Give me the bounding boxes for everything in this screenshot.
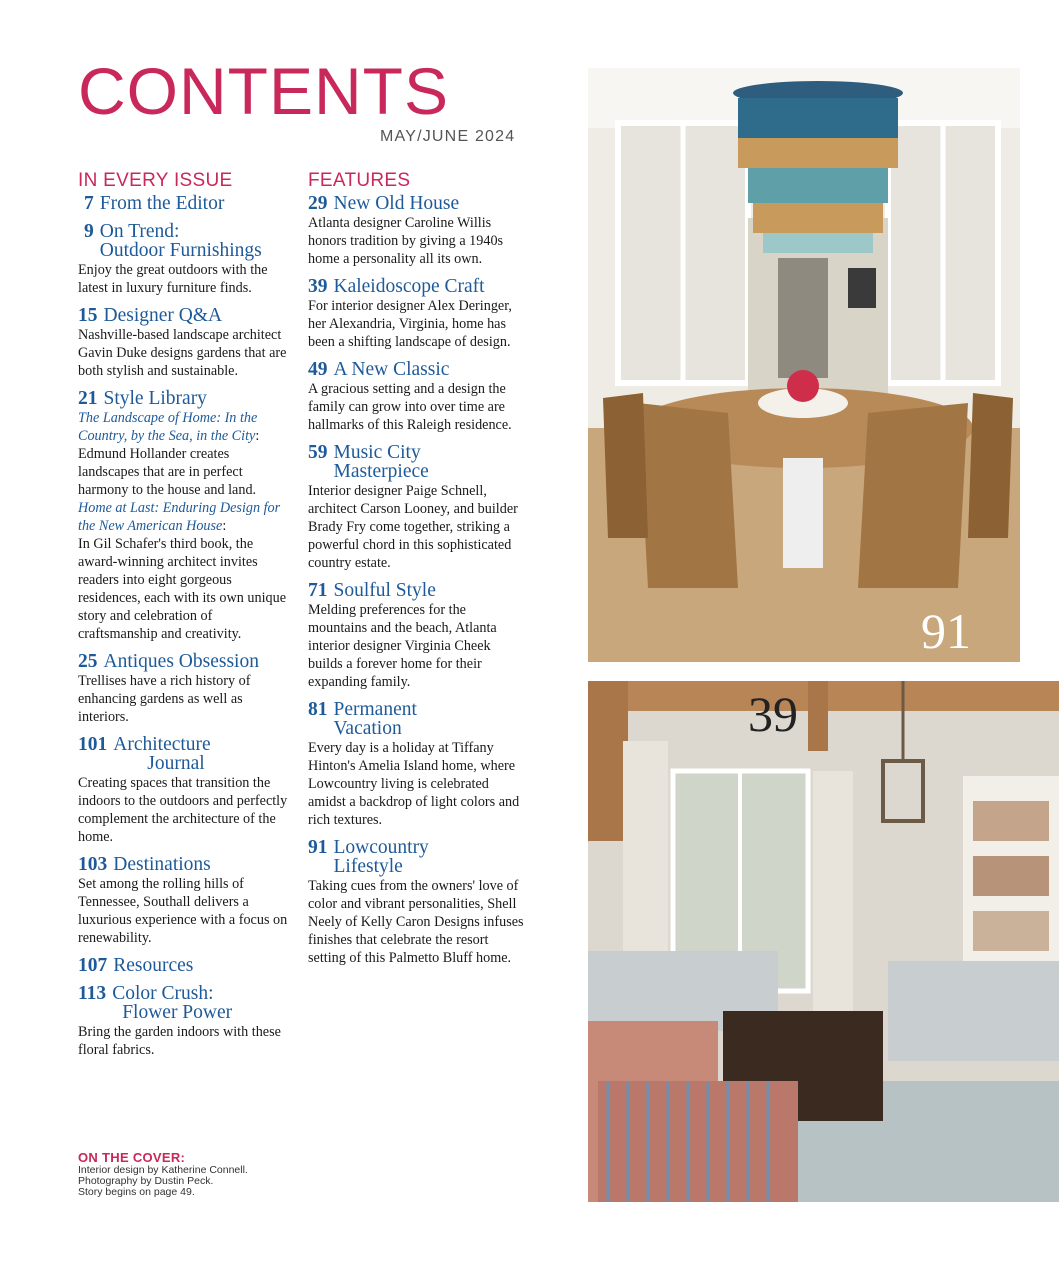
book-title: Home at Last: Enduring Design for the New American House bbox=[78, 499, 281, 534]
toc-entry[interactable] bbox=[78, 984, 293, 1059]
photo-page-number: 91 bbox=[921, 603, 971, 659]
cover-credit: Interior design by Katherine Connell. bbox=[78, 1164, 248, 1176]
toc-entry[interactable] bbox=[308, 838, 528, 967]
page-number: 25 bbox=[78, 650, 98, 672]
page-number: 49 bbox=[308, 358, 328, 380]
cover-credit: Photography by Dustin Peck. bbox=[78, 1175, 214, 1187]
page-number: 9 bbox=[84, 220, 94, 242]
entry-description: For interior designer Alex Deringer, her Alexandria, Virginia, home has been a shifting landscape of design. bbox=[308, 297, 512, 350]
photo-page-number: 39 bbox=[748, 686, 798, 742]
entry-description: Melding preferences for the mountains and the beach, Atlanta interior designer Virginia Cheek builds a forever home for their expanding family. bbox=[308, 601, 497, 690]
entry-title: From the Editor bbox=[99, 192, 225, 214]
features-column bbox=[308, 170, 528, 976]
toc-entry[interactable] bbox=[308, 581, 528, 691]
entry-title: Color Crush: bbox=[112, 982, 214, 1004]
toc-entry[interactable] bbox=[78, 855, 293, 947]
page-number: 29 bbox=[308, 192, 328, 214]
living-room-photo[interactable] bbox=[588, 681, 1059, 1202]
toc-entry[interactable] bbox=[308, 194, 528, 268]
entry-title: Permanent bbox=[333, 698, 417, 720]
entry-title: Destinations bbox=[113, 853, 211, 875]
entry-title: New Old House bbox=[333, 192, 460, 214]
toc-entry[interactable] bbox=[78, 652, 293, 726]
entry-description: Creating spaces that transition the indoors to the outdoors and perfectly complement the architecture of the home. bbox=[78, 774, 288, 845]
entry-description: Taking cues from the owners' love of color and vibrant personalities, Shell Neely of Kelly Caron Designs infuses finishes that celebrate the resort setting of this Palmetto Bluff home. bbox=[308, 877, 524, 966]
page-number: 107 bbox=[78, 954, 108, 976]
entry-title: Music City bbox=[333, 441, 421, 463]
entry-title-line2: Journal bbox=[147, 752, 205, 774]
entry-title: Designer Q&A bbox=[103, 304, 223, 326]
entry-title: Style Library bbox=[103, 387, 207, 409]
entry-title: Lowcountry bbox=[333, 836, 429, 858]
page-number: 103 bbox=[78, 853, 108, 875]
entry-description: Interior designer Paige Schnell, architect Carson Looney, and builder Brady Fry come together, striking a powerful chord in this sophisticated country estate. bbox=[308, 482, 518, 571]
entry-description: Nashville-based landscape architect Gavin Duke designs gardens that are both stylish and sustainable. bbox=[78, 326, 287, 379]
page-number: 39 bbox=[308, 275, 328, 297]
entry-title: Soulful Style bbox=[333, 579, 436, 601]
toc-entry[interactable]: 21 Style Library The Landscape of Home: In the Country, by the Sea, in the City: Edmund Hollander creates landscapes that are in perfect harmony to the house and land. Home at Last: Enduring Design for the New American House: In Gil Schafer's third book, the award-winning architect invites readers into eight gorgeous residences, each with its own unique story and celebration of craftsmanship and creativity. bbox=[78, 387, 287, 642]
toc-entry[interactable] bbox=[308, 277, 528, 351]
entry-description: Enjoy the great outdoors with the latest in luxury furniture finds. bbox=[78, 261, 268, 296]
toc-entry[interactable] bbox=[308, 360, 528, 434]
page-number: 81 bbox=[308, 698, 328, 720]
toc-entry[interactable] bbox=[78, 735, 293, 846]
entry-title: Kaleidoscope Craft bbox=[333, 275, 485, 297]
entry-description: Atlanta designer Caroline Willis honors tradition by giving a 1940s home a personality all its own. bbox=[308, 214, 504, 267]
entry-description: Edmund Hollander creates landscapes that are in perfect harmony to the house and land. bbox=[78, 445, 257, 498]
entry-title: Architecture bbox=[113, 733, 211, 755]
toc-entry[interactable] bbox=[78, 194, 293, 213]
entry-description: Set among the rolling hills of Tennessee, Southall delivers a luxurious experience with a focus on renewability. bbox=[78, 875, 288, 946]
toc-entry[interactable] bbox=[78, 956, 293, 975]
toc-entry[interactable] bbox=[78, 306, 293, 380]
entry-title: On Trend: bbox=[99, 220, 180, 242]
entry-title: A New Classic bbox=[333, 358, 450, 380]
book-title: The Landscape of Home: In the Country, by the Sea, in the City bbox=[78, 409, 258, 444]
entry-description: In Gil Schafer's third book, the award-winning architect invites readers into eight gorgeous residences, each with its own unique story and celebration of craftsmanship and creativity. bbox=[78, 535, 287, 642]
features-heading: FEATURES bbox=[308, 170, 411, 191]
page-number: 15 bbox=[78, 304, 98, 326]
page-number: 59 bbox=[308, 441, 328, 463]
entry-title-line2: Lifestyle bbox=[333, 855, 403, 877]
page-number: 113 bbox=[78, 982, 107, 1004]
dining-room-image bbox=[588, 68, 1020, 662]
entry-title-line2: Flower Power bbox=[122, 1001, 233, 1023]
entry-title: Resources bbox=[113, 954, 194, 976]
in-every-issue-column bbox=[78, 170, 293, 1068]
toc-entry[interactable] bbox=[308, 443, 528, 572]
entry-description: Every day is a holiday at Tiffany Hinton's Amelia Island home, where Lowcountry living is celebrated amidst a backdrop of light colors and rich textures. bbox=[308, 739, 520, 828]
page-number: 101 bbox=[78, 733, 108, 755]
page-number: 21 bbox=[78, 387, 98, 409]
living-room-image bbox=[588, 681, 1059, 1202]
cover-heading: ON THE COVER: bbox=[78, 1150, 186, 1165]
entry-description: A gracious setting and a design the family can grow into over time are hallmarks of this Raleigh residence. bbox=[308, 380, 512, 433]
issue-date: MAY/JUNE 2024 bbox=[380, 128, 516, 145]
page-number: 71 bbox=[308, 579, 328, 601]
entry-title-line2: Masterpiece bbox=[333, 460, 429, 482]
entry-description: Bring the garden indoors with these floral fabrics. bbox=[78, 1023, 281, 1058]
cover-credit: Story begins on page 49. bbox=[78, 1186, 195, 1198]
on-the-cover bbox=[78, 1150, 308, 1198]
page-title: CONTENTS bbox=[78, 54, 449, 128]
in-every-issue-heading: IN EVERY ISSUE bbox=[78, 170, 233, 191]
toc-entry[interactable] bbox=[308, 700, 528, 829]
page-number: 7 bbox=[84, 192, 94, 214]
entry-title: Antiques Obsession bbox=[103, 650, 259, 672]
page-number: 91 bbox=[308, 836, 328, 858]
entry-title-line2: Outdoor Furnishings bbox=[99, 239, 262, 261]
toc-entry[interactable] bbox=[78, 222, 293, 297]
entry-title-line2: Vacation bbox=[333, 717, 402, 739]
entry-description: Trellises have a rich history of enhancing gardens as well as interiors. bbox=[78, 672, 251, 725]
dining-room-photo[interactable] bbox=[588, 68, 1020, 662]
